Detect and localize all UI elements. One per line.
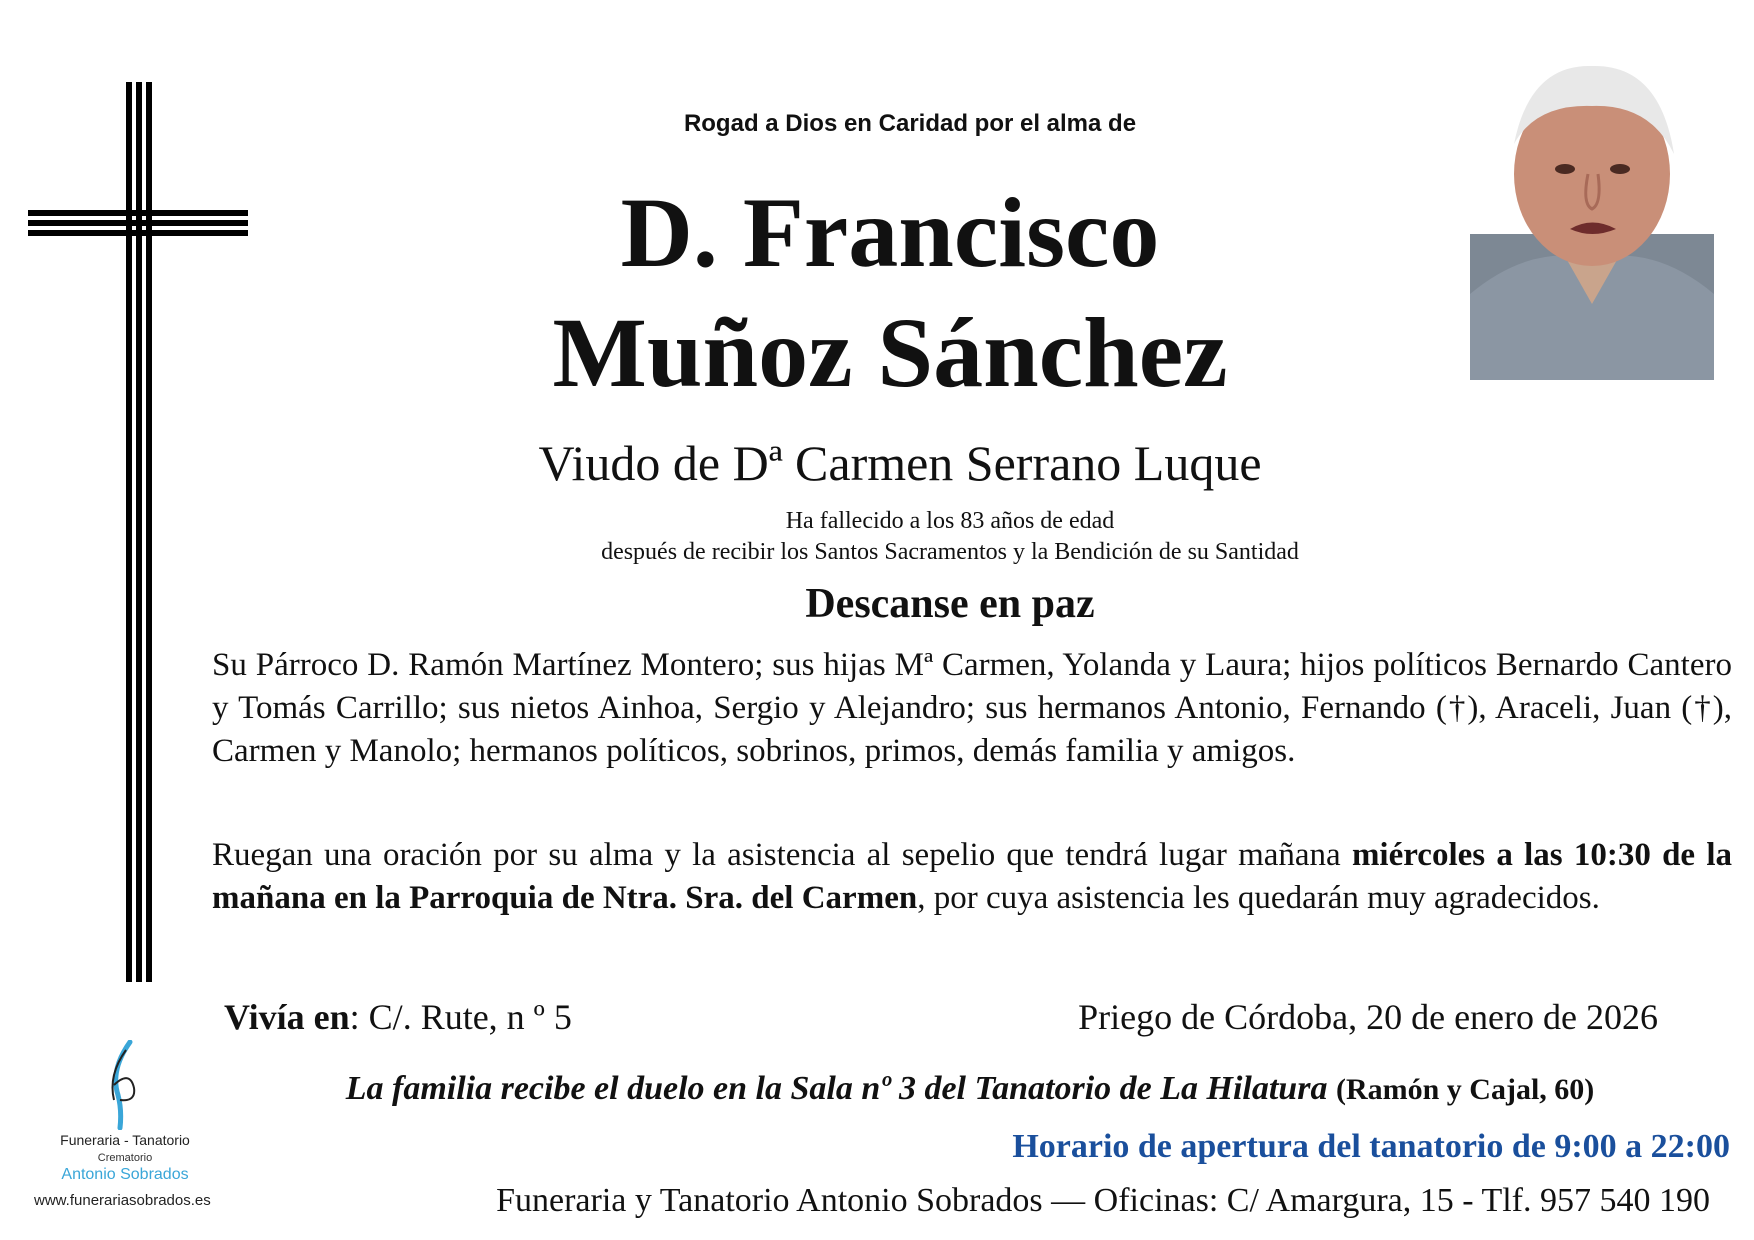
logo-line1: Funeraria - Tanatorio [60,1132,190,1148]
family-reception-text: La familia recibe el duelo en la Sala nº 3 del Tanatorio de La Hilatura [345,1070,1336,1107]
residence-line [224,996,572,1038]
intro-line: Rogad a Dios en Caridad por el alma de [683,110,1137,137]
funeral-home-logo [20,1040,230,1230]
funeral-paragraph [212,834,1732,920]
family-paragraph: Su Párroco D. Ramón Martínez Montero; sus hijas Mª Carmen, Yolanda y Laura; hijos políticos Bernardo Cantero y Tomás Carrillo; sus nietos Ainhoa, Sergio y Alejandro; sus hermanos Antonio, Fernando (†), Araceli, Juan (†), Carmen y Manolo; hermanos políticos, sobrinos, primos, demás familia y amigos. [212,647,1732,769]
sacraments-line: después de recibir los Santos Sacramentos y la Bendición de su Santidad [601,539,1299,565]
deceased-name-first: D. Francisco [620,177,1160,288]
residence-label: Vivía en [224,997,350,1037]
funeral-text-bold: miércoles a las 10:30 de la mañana en la Parroquia de Ntra. Sra. del Carmen [212,837,1732,916]
office-line: Funeraria y Tanatorio Antonio Sobrados — Oficinas: C/ Amargura, 15 - Tlf. 957 540 190 [496,1182,1710,1219]
logo-line3: Antonio Sobrados [61,1166,189,1183]
logo-line2: Crematorio [97,1152,153,1164]
funeral-text-part3: , por cuya asistencia les quedarán muy agradecidos. [917,880,1600,916]
family-reception-address: (Ramón y Cajal, 60) [1335,1073,1595,1106]
opening-hours: Horario de apertura del tanatorio de 9:00 a 22:00 [1012,1128,1730,1165]
residence-value: : C/. Rute, n º 5 [349,997,572,1037]
rest-in-peace: Descanse en paz [805,581,1095,627]
logo-website[interactable]: www.funerariasobrados.es [34,1192,211,1209]
logo-mark-icon [100,1040,150,1130]
place-date: Priego de Córdoba, 20 de enero de 2026 [1078,997,1658,1037]
portrait-photo [1470,44,1714,380]
family-reception [250,1070,1690,1108]
deceased-name-last: Muñoz Sánchez [552,297,1228,408]
widow-line: Viudo de Dª Carmen Serrano Luque [538,435,1262,491]
age-line: Ha fallecido a los 83 años de edad [785,508,1115,534]
funeral-text-part1: Ruegan una oración por su alma y la asistencia al sepelio que tendrá lugar mañana [212,837,1352,873]
